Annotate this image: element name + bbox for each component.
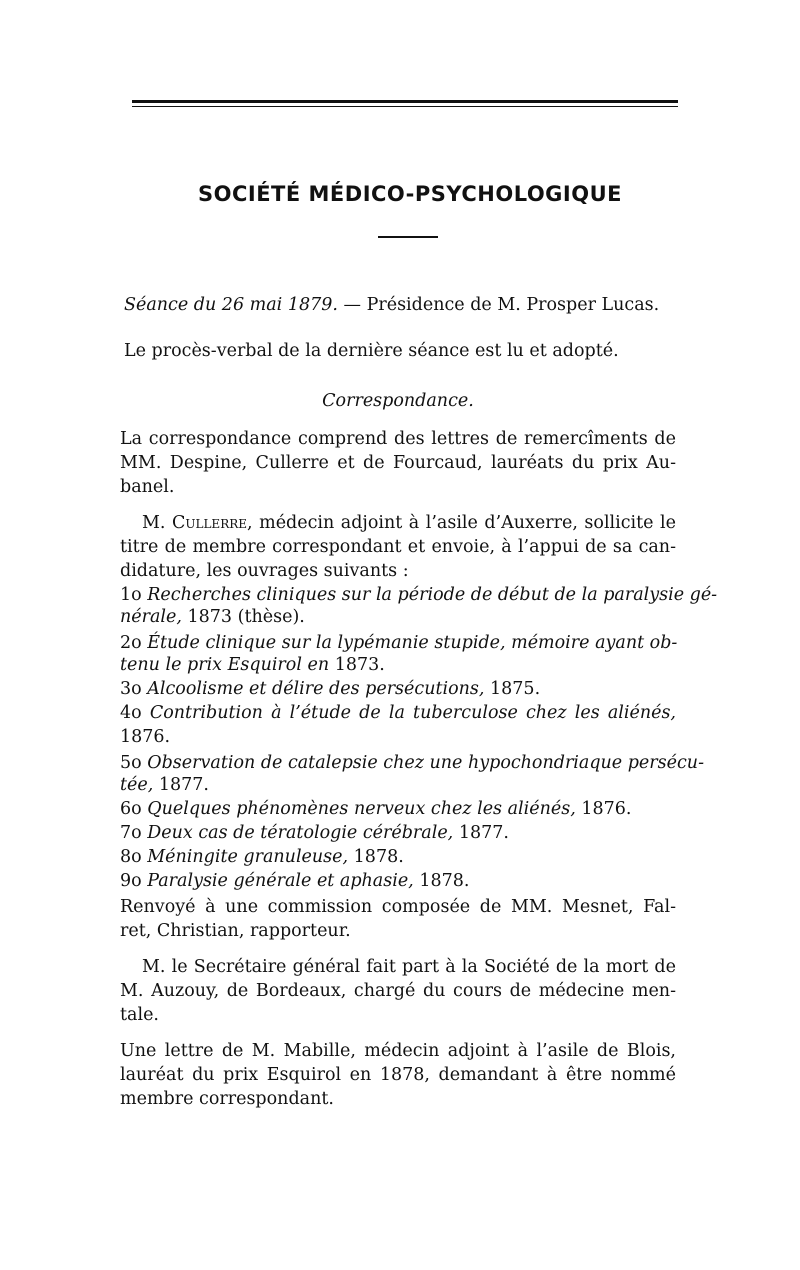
work-title: Étude clinique sur la lypémanie stupide, mémoire ayant ob- <box>147 633 678 653</box>
work-title: Paralysie générale et aphasie, <box>147 871 414 891</box>
mabille-line-2: lauréat du prix Esquirol en 1878, demandant à être nommé <box>120 1065 676 1085</box>
proces-verbal: Le procès-verbal de la dernière séance est lu et adopté. <box>124 341 619 361</box>
work-year: 1875. <box>490 679 541 699</box>
work-item <box>120 584 718 606</box>
cullerre-name: M. Cullerre, <box>142 513 253 533</box>
work-item-continued <box>120 726 676 748</box>
work-number: 7o <box>120 823 142 843</box>
work-item <box>120 798 676 820</box>
work-number: 5o <box>120 753 142 773</box>
cullerre-line-2: titre de membre correspondant et envoie, à l’appui de sa can- <box>120 537 676 557</box>
work-number: 8o <box>120 847 142 867</box>
work-year: 1873. <box>334 655 385 675</box>
mabille-line-1: Une lettre de M. Mabille, médecin adjoint à l’asile de Blois, <box>120 1041 676 1061</box>
work-year: 1877. <box>458 823 509 843</box>
work-number: 4o <box>120 703 142 723</box>
work-number: 2o <box>120 633 142 653</box>
work-title: Méningite granuleuse, <box>147 847 349 867</box>
seance-line <box>124 294 680 316</box>
work-title: Recherches cliniques sur la période de début de la paralysie gé- <box>147 585 718 605</box>
work-item <box>120 822 676 844</box>
work-title: nérale, <box>120 607 182 627</box>
correspondance-heading: Correspondance. <box>322 391 474 411</box>
work-title: Contribution à l’étude de la tuberculose chez les aliénés, <box>149 703 676 723</box>
work-year: 1873 (thèse). <box>187 607 305 627</box>
top-rule <box>132 100 678 107</box>
work-item-continued <box>120 774 676 796</box>
work-title: Observation de catalepsie chez une hypochondriaque persécu- <box>147 753 704 773</box>
work-item-continued <box>120 654 676 676</box>
title-divider <box>378 236 438 238</box>
work-year: 1878. <box>353 847 404 867</box>
work-title: Alcoolisme et délire des persécutions, <box>147 679 485 699</box>
work-item-continued <box>120 606 676 628</box>
page-title: SOCIÉTÉ MÉDICO-PSYCHOLOGIQUE <box>198 182 622 206</box>
cullerre-text: médecin adjoint à l’asile d’Auxerre, sollicite le <box>259 513 676 533</box>
work-number: 1o <box>120 585 142 605</box>
work-item <box>120 752 704 774</box>
work-number: 3o <box>120 679 142 699</box>
mabille-line-3: membre correspondant. <box>120 1089 334 1109</box>
work-number: 6o <box>120 799 142 819</box>
seance-presidence: — Présidence de M. Prosper Lucas. <box>343 295 660 315</box>
work-year: 1878. <box>419 871 470 891</box>
work-title: tée, <box>120 775 154 795</box>
secretaire-line-1: M. le Secrétaire général fait part à la Société de la mort de <box>142 957 676 977</box>
secretaire-line-3: tale. <box>120 1005 159 1025</box>
work-item <box>120 702 676 724</box>
work-number: 9o <box>120 871 142 891</box>
corr-line-3: banel. <box>120 477 175 497</box>
cullerre-line-3: didature, les ouvrages suivants : <box>120 561 409 581</box>
work-year: 1876. <box>120 727 171 747</box>
work-item <box>120 870 676 892</box>
seance-date: Séance du 26 mai 1879. <box>124 295 338 315</box>
cullerre-line-1 <box>142 512 676 534</box>
work-title: Quelques phénomènes nerveux chez les aliénés, <box>147 799 576 819</box>
work-year: 1876. <box>581 799 632 819</box>
corr-line-2: MM. Despine, Cullerre et de Fourcaud, lauréats du prix Au- <box>120 453 676 473</box>
work-title: Deux cas de tératologie cérébrale, <box>147 823 454 843</box>
work-year: 1877. <box>158 775 209 795</box>
work-item <box>120 846 676 868</box>
corr-line-1: La correspondance comprend des lettres de remercîments de <box>120 429 676 449</box>
work-item <box>120 678 676 700</box>
renvoi-line-1: Renvoyé à une commission composée de MM. Mesnet, Fal- <box>120 897 676 917</box>
secretaire-line-2: M. Auzouy, de Bordeaux, chargé du cours de médecine men- <box>120 981 676 1001</box>
renvoi-line-2: ret, Christian, rapporteur. <box>120 921 351 941</box>
document-page <box>120 0 718 1270</box>
work-title: tenu le prix Esquirol en <box>120 655 330 675</box>
work-item <box>120 632 676 654</box>
